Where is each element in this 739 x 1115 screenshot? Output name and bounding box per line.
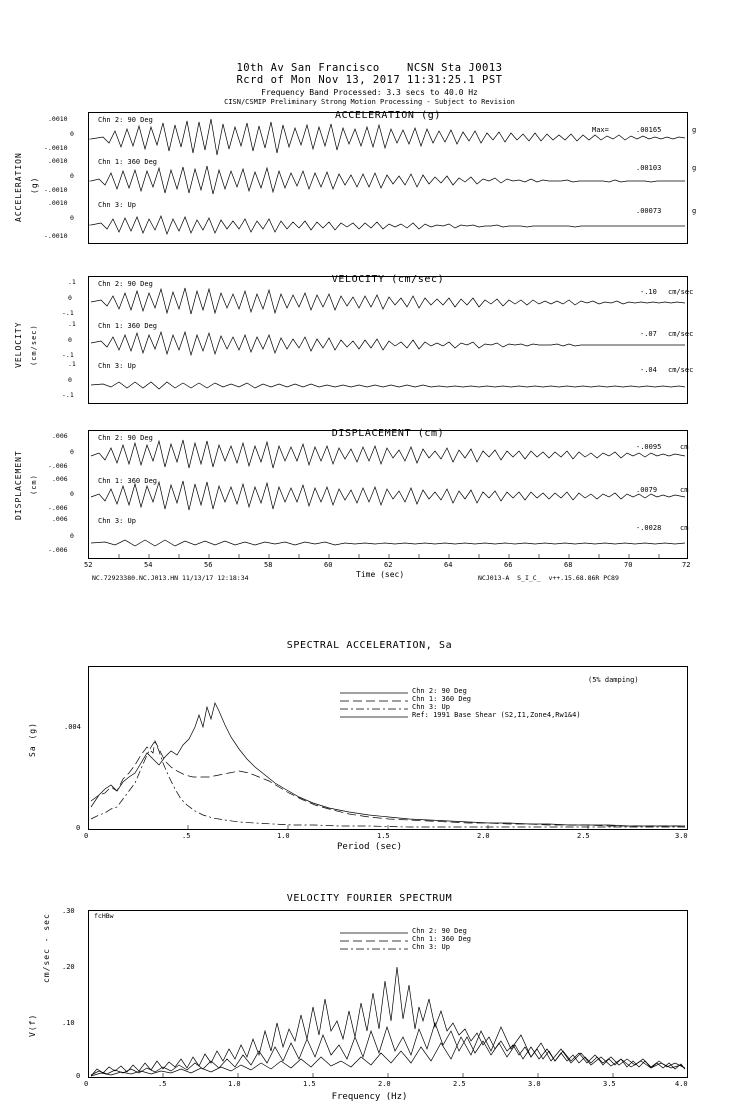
vel-ch2-tick-top: .1 (68, 278, 76, 286)
fourier-legend-ch3: Chn 3: Up (412, 943, 450, 951)
fourier-xtick-0: 0 (84, 1080, 89, 1088)
sa-xlabel: Period (sec) (336, 842, 403, 852)
fourier-xtick-30: 3.0 (528, 1080, 541, 1088)
disp-ch3-max: -.0028 (636, 524, 662, 532)
velocity-plot-frame (88, 276, 688, 404)
vel-ch3-tick-mid: 0 (68, 376, 72, 384)
velocity-yunit: (cm/sec) (30, 324, 38, 366)
displacement-title: DISPLACEMENT (cm) (331, 428, 445, 439)
acc-ch1-max: .00103 (636, 164, 662, 172)
velocity-title: VELOCITY (cm/sec) (331, 274, 445, 285)
disp-ch1-unit: cm (680, 486, 689, 494)
acc-ch3-tick-top: .0010 (48, 199, 68, 207)
disp-ch2-tick-bot: -.006 (48, 462, 68, 470)
fourier-xtick-25: 2.5 (453, 1080, 466, 1088)
fourier-xtick-15: 1.5 (303, 1080, 316, 1088)
disp-ch2-tick-mid: 0 (70, 448, 74, 456)
sa-legend-lines (340, 690, 410, 724)
sa-xtick-20: 2.0 (477, 832, 490, 840)
sa-xtick-10: 1.0 (277, 832, 290, 840)
time-tick-64: 64 (444, 561, 453, 569)
vel-ch3-max: -.04 (640, 366, 657, 374)
vel-ch3-unit: cm/sec (668, 366, 694, 374)
sa-ytick-004: .004 (64, 723, 81, 731)
sa-ylabel: Sa (g) (28, 722, 37, 758)
time-tick-66: 66 (504, 561, 513, 569)
fourier-ytick-0: 0 (76, 1072, 81, 1080)
sa-xtick-05: .5 (182, 832, 191, 840)
vel-ch2-name: Chn 2: 90 Deg (98, 280, 153, 288)
sa-damping-note: (5% damping) (588, 676, 639, 684)
sa-legend-ref: Ref: 1991 Base Shear (S2,I1,Zone4,Rw1&4) (412, 711, 581, 719)
vel-ch1-tick-bot: -.1 (62, 351, 74, 359)
time-tick-56: 56 (204, 561, 213, 569)
fourier-corner-note: fcHBw (94, 912, 114, 920)
vel-ch2-max: -.10 (640, 288, 657, 296)
sa-ytick-0: 0 (76, 824, 81, 832)
disp-ch2-tick-top: .006 (52, 432, 68, 440)
sa-xtick-25: 2.5 (577, 832, 590, 840)
vel-ch2-unit: cm/sec (668, 288, 694, 296)
disp-ch1-max: .0079 (636, 486, 658, 494)
fourier-ytick-30: .30 (62, 907, 75, 915)
acc-max-label: Max= (592, 126, 609, 134)
footer-right: NCJ013-A S_I_C_ v++.15.68.86R PC89 (478, 574, 619, 582)
disp-ch2-max: -.0095 (636, 443, 662, 451)
acc-ch2-tick-mid: 0 (70, 130, 74, 138)
fourier-xtick-05: .5 (158, 1080, 167, 1088)
fourier-xtick-20: 2.0 (378, 1080, 391, 1088)
vel-ch2-tick-mid: 0 (68, 294, 72, 302)
vel-ch1-name: Chn 1: 360 Deg (98, 322, 158, 330)
acc-ch3-max: .00073 (636, 207, 662, 215)
time-tick-58: 58 (264, 561, 273, 569)
fourier-xtick-10: 1.0 (228, 1080, 241, 1088)
vel-ch3-name: Chn 3: Up (98, 362, 136, 370)
vel-ch2-tick-bot: -.1 (62, 309, 74, 317)
acc-ch3-tick-mid: 0 (70, 214, 74, 222)
fourier-legend-lines (340, 930, 410, 956)
sa-xtick-15: 1.5 (377, 832, 390, 840)
time-tick-68: 68 (564, 561, 573, 569)
acc-ch1-name: Chn 1: 360 Deg (98, 158, 158, 166)
time-tick-72: 72 (682, 561, 691, 569)
disp-ch1-tick-mid: 0 (70, 490, 74, 498)
velocity-ylabel: VELOCITY (14, 321, 23, 369)
acc-ch3-tick-bot: -.0010 (44, 232, 68, 240)
fourier-xtick-35: 3.5 (603, 1080, 616, 1088)
disp-ch1-name: Chn 1: 360 Deg (98, 477, 158, 485)
page-title: 10th Av San Francisco NCSN Sta J0013 (236, 62, 503, 74)
processing-note: CISN/CSMIP Preliminary Strong Motion Processing - Subject to Revision (224, 98, 515, 106)
acc-ch2-name: Chn 2: 90 Deg (98, 116, 153, 124)
vel-ch1-tick-top: .1 (68, 320, 76, 328)
disp-ch1-tick-bot: -.006 (48, 504, 68, 512)
time-tick-60: 60 (324, 561, 333, 569)
acc-ch1-tick-top: .0010 (48, 157, 68, 165)
time-tick-52: 52 (84, 561, 93, 569)
fourier-yunit: cm/sec - sec (42, 913, 51, 983)
disp-ch2-name: Chn 2: 90 Deg (98, 434, 153, 442)
sa-legend-ch1: Chn 1: 360 Deg (412, 695, 472, 703)
acc-ch2-max: .00165 (636, 126, 662, 134)
acc-ch2-tick-bot: -.0010 (44, 144, 68, 152)
acceleration-yunit: (g) (30, 176, 39, 194)
sa-xtick-0: 0 (84, 832, 89, 840)
sa-legend-ch2: Chn 2: 90 Deg (412, 687, 467, 695)
acc-ch3-unit: g (692, 207, 697, 215)
fourier-xtick-40: 4.0 (675, 1080, 688, 1088)
acceleration-ylabel: ACCELERATION (14, 152, 23, 222)
time-tick-54: 54 (144, 561, 153, 569)
disp-ch3-name: Chn 3: Up (98, 517, 136, 525)
disp-ch3-unit: cm (680, 524, 689, 532)
vel-ch3-tick-bot: -.1 (62, 391, 74, 399)
fourier-legend-ch1: Chn 1: 360 Deg (412, 935, 472, 943)
acc-ch2-unit: g (692, 126, 697, 134)
velocity-traces (89, 277, 687, 403)
fourier-title: VELOCITY FOURIER SPECTRUM (286, 893, 453, 904)
sa-title: SPECTRAL ACCELERATION, Sa (286, 640, 453, 651)
footer-left: NC.72923380.NC.J013.HN 11/13/17 12:18:34 (92, 574, 249, 582)
disp-ch3-tick-mid: 0 (70, 532, 74, 540)
vel-ch1-max: -.07 (640, 330, 657, 338)
disp-ch3-tick-top: .006 (52, 515, 68, 523)
fourier-ylabel: V(f) (28, 1013, 37, 1037)
acc-ch2-tick-top: .0010 (48, 115, 68, 123)
frequency-band: Frequency Band Processed: 3.3 secs to 40.0 Hz (261, 88, 478, 97)
time-tick-62: 62 (384, 561, 393, 569)
time-tick-70: 70 (624, 561, 633, 569)
vel-ch1-unit: cm/sec (668, 330, 694, 338)
acceleration-title: ACCELERATION (g) (335, 110, 441, 121)
disp-ch3-tick-bot: -.006 (48, 546, 68, 554)
acc-ch3-name: Chn 3: Up (98, 201, 136, 209)
fourier-xlabel: Frequency (Hz) (331, 1092, 408, 1102)
sa-xtick-30: 3.0 (675, 832, 688, 840)
fourier-ytick-20: .20 (62, 963, 75, 971)
disp-ch1-tick-top: .006 (52, 475, 68, 483)
displacement-plot-frame (88, 430, 688, 559)
fourier-ytick-10: .10 (62, 1019, 75, 1027)
time-axis-label: Time (sec) (356, 570, 405, 579)
displacement-yunit: (cm) (30, 474, 38, 496)
disp-ch2-unit: cm (680, 443, 689, 451)
fourier-legend-ch2: Chn 2: 90 Deg (412, 927, 467, 935)
acc-ch1-unit: g (692, 164, 697, 172)
record-time: Rcrd of Mon Nov 13, 2017 11:31:25.1 PST (236, 74, 503, 86)
displacement-traces (89, 431, 687, 558)
sa-legend-ch3: Chn 3: Up (412, 703, 450, 711)
acc-ch1-tick-bot: -.0010 (44, 186, 68, 194)
vel-ch3-tick-top: .1 (68, 360, 76, 368)
acc-ch1-tick-mid: 0 (70, 172, 74, 180)
vel-ch1-tick-mid: 0 (68, 336, 72, 344)
displacement-ylabel: DISPLACEMENT (14, 450, 23, 520)
